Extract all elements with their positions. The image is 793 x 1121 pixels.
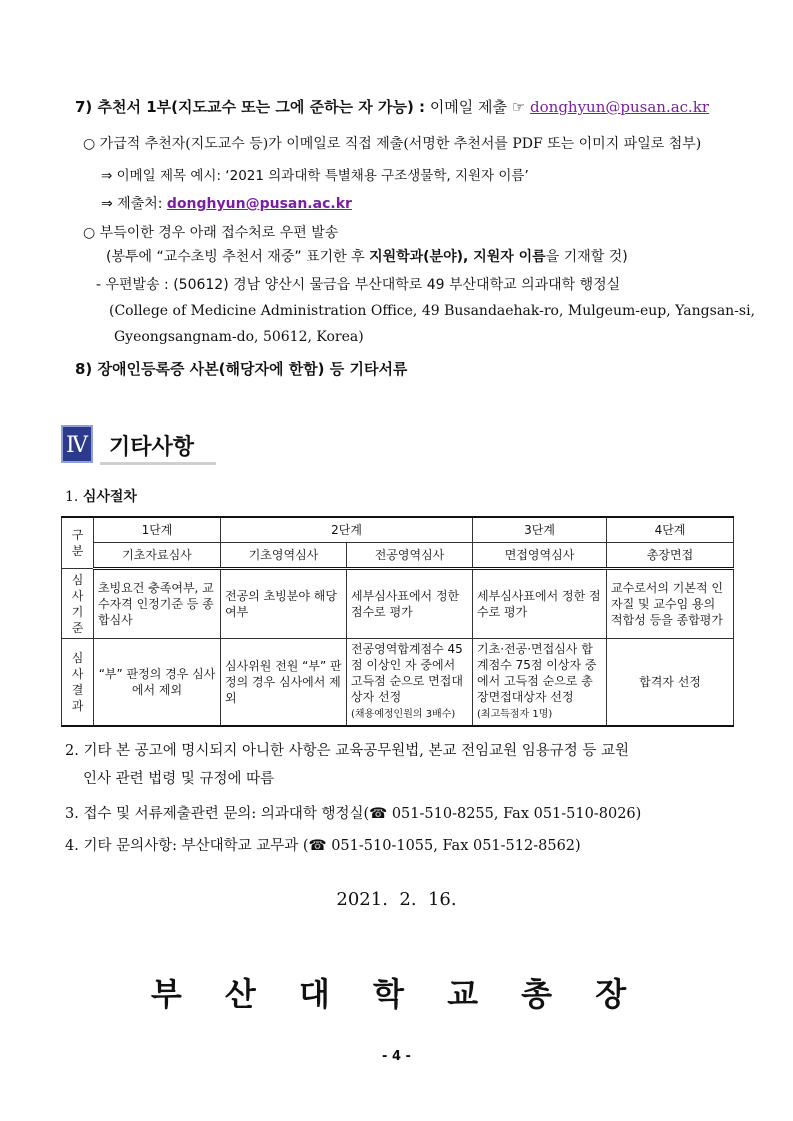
submit-label: ⇒ 제출처: bbox=[101, 196, 167, 212]
result-cell bbox=[473, 639, 607, 727]
mail-address: - 우편발송 : (50612) 경남 양산시 물금읍 부산대학로 49 부산대학교 의과대학 행정실 bbox=[96, 277, 621, 293]
note-4-prefix: 4. 기타 문의사항: 부산대학교 교무과 ( bbox=[65, 838, 309, 854]
section-title: 기타사항 bbox=[109, 435, 195, 460]
mail-address-en1: (College of Medicine Administration Office, 49 Busandaehak-ro, Mulgeum-eup, Yangsan-si, bbox=[109, 303, 756, 319]
phone-icon: ☎ bbox=[369, 806, 388, 822]
submit-email-link[interactable]: donghyun@pusan.ac.kr bbox=[166, 196, 352, 212]
criteria-row-head: 심사 기준 bbox=[62, 569, 94, 639]
table-corner-cell: 구분 bbox=[62, 517, 94, 569]
subheading-title: 심사절차 bbox=[82, 489, 137, 505]
page-number: - 4 - bbox=[382, 1049, 411, 1064]
result-cell: “부” 판정의 경우 심사에서 제외 bbox=[94, 639, 221, 727]
subheading-num: 1. bbox=[65, 489, 83, 505]
item7-title: 7) 추천서 1부(지도교수 또는 그에 준하는 자 가능) : bbox=[75, 98, 426, 116]
table-row bbox=[62, 569, 734, 639]
criteria-cell: 전공의 초빙분야 해당 여부 bbox=[221, 569, 347, 639]
result-cell: 심사위원 전원 “부” 판정의 경우 심사에서 제외 bbox=[221, 639, 347, 727]
signature-president: 부 산 대 학 교 총 장 bbox=[150, 975, 643, 1013]
review-process-table bbox=[61, 516, 734, 727]
submit-line bbox=[101, 193, 352, 213]
stage-3-header: 3단계 bbox=[473, 517, 607, 543]
phone-icon: ☎ bbox=[308, 838, 327, 854]
result-text: 기초·전공·면접심사 합계점수 75점 이상자 중에서 고득점 순으로 총장면접대상자 선정 bbox=[477, 642, 597, 704]
item7-email-link[interactable]: donghyun@pusan.ac.kr bbox=[530, 98, 710, 116]
table-row bbox=[62, 639, 734, 727]
criteria-cell: 초빙요건 충족여부, 교수자격 인정기준 등 종합심사 bbox=[94, 569, 221, 639]
criteria-cell: 세부심사표에서 정한 점수로 평가 bbox=[473, 569, 607, 639]
envelope-bold: 지원학과(분야), 지원자 이름 bbox=[369, 249, 546, 265]
note-2-line1: 2. 기타 본 공고에 명시되지 아니한 사항은 교육공무원법, 본교 전임교원 임용규정 등 교원 bbox=[65, 743, 629, 759]
note-4-suffix: 051-510-1055, Fax 051-512-8562) bbox=[326, 838, 581, 854]
item7-line bbox=[75, 96, 709, 117]
subject-example: ⇒ 이메일 제목 예시: ‘2021 의과대학 특별채용 구조생물학, 지원자 이름’ bbox=[101, 168, 529, 184]
envelope-instruction bbox=[106, 246, 628, 266]
item7-method: 이메일 제출 ☞ bbox=[425, 98, 531, 116]
note-3-prefix: 3. 접수 및 서류제출관련 문의: 의과대학 행정실( bbox=[65, 806, 370, 822]
table-row bbox=[62, 543, 734, 569]
mail-address-en2: Gyeongsangnam-do, 50612, Korea) bbox=[114, 329, 364, 345]
item7-bullet1: ○ 가급적 추천자(지도교수 등)가 이메일로 직접 제출(서명한 추천서를 PDF 또는 이미지 파일로 첨부) bbox=[83, 136, 702, 152]
note-2-line2: 인사 관련 법령 및 규정에 따름 bbox=[83, 771, 275, 787]
step-major-area: 전공영역심사 bbox=[347, 543, 473, 569]
result-row-head: 심사 결과 bbox=[62, 639, 94, 727]
step-basic-docs: 기초자료심사 bbox=[94, 543, 221, 569]
envelope-suffix: 을 기재할 것) bbox=[545, 249, 628, 265]
note-3 bbox=[65, 802, 641, 823]
table-row bbox=[62, 517, 734, 543]
section-number-badge: Ⅳ bbox=[61, 425, 93, 463]
step-president-interview: 총장면접 bbox=[607, 543, 734, 569]
result-cell bbox=[347, 639, 473, 727]
step-basic-area: 기초영역심사 bbox=[221, 543, 347, 569]
issue-date: 2021. 2. 16. bbox=[336, 889, 457, 910]
item7-bullet2: ○ 부득이한 경우 아래 접수처로 우편 발송 bbox=[83, 225, 339, 241]
result-note: (채용예정인원의 3배수) bbox=[351, 709, 456, 720]
section-underline bbox=[100, 462, 216, 465]
result-text: 전공영역합계점수 45점 이상인 자 중에서 고득점 순으로 면접대상자 선정 bbox=[351, 642, 463, 704]
stage-1-header: 1단계 bbox=[94, 517, 221, 543]
item8-title: 8) 장애인등록증 사본(해당자에 한함) 등 기타서류 bbox=[75, 360, 408, 378]
note-4 bbox=[65, 834, 581, 855]
note-3-suffix: 051-510-8255, Fax 051-510-8026) bbox=[387, 806, 642, 822]
result-note: (최고득점자 1명) bbox=[477, 709, 553, 720]
criteria-cell: 교수로서의 기본적 인 자질 및 교수임 용의 적합성 등을 종합평가 bbox=[607, 569, 734, 639]
criteria-cell: 세부심사표에서 정한 점수로 평가 bbox=[347, 569, 473, 639]
stage-4-header: 4단계 bbox=[607, 517, 734, 543]
result-cell: 합격자 선정 bbox=[607, 639, 734, 727]
envelope-prefix: (봉투에 “교수초빙 추천서 재중” 표기한 후 bbox=[106, 249, 370, 265]
stage-2-header: 2단계 bbox=[221, 517, 473, 543]
subheading-review bbox=[65, 486, 137, 506]
step-interview-area: 면접영역심사 bbox=[473, 543, 607, 569]
